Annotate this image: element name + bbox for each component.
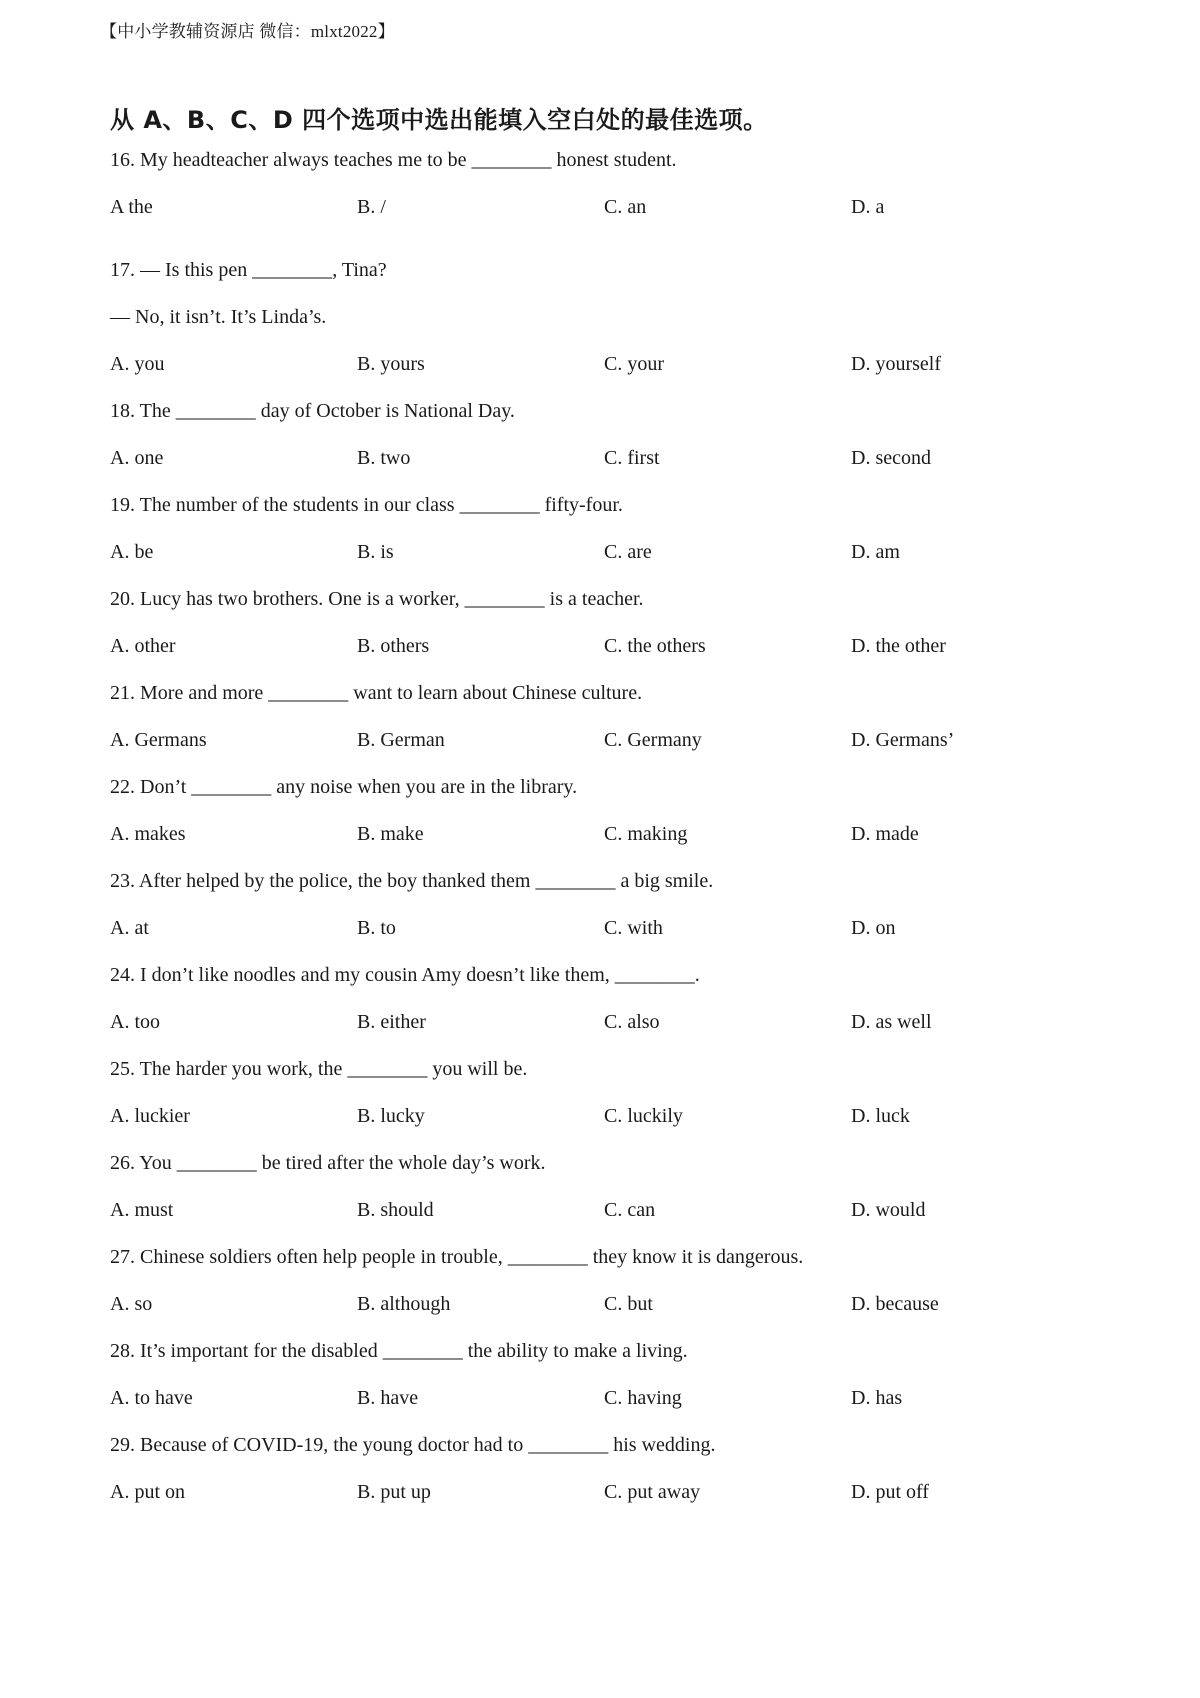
option-c: C. an [604, 196, 647, 218]
option-b: B. German [357, 729, 445, 751]
option-b: B. / [357, 196, 386, 218]
question-stem-reply: — No, it isn’t. It’s Linda’s. [110, 306, 327, 328]
option-row [110, 1479, 1110, 1505]
option-c: C. put away [604, 1481, 701, 1503]
option-d: D. because [851, 1293, 939, 1315]
option-d: D. as well [851, 1011, 932, 1033]
option-d: D. luck [851, 1105, 910, 1127]
section-title: 从 A、B、C、D 四个选项中选出能填入空白处的最佳选项。 [110, 106, 768, 134]
question-20 [110, 586, 1110, 659]
option-d: D. put off [851, 1481, 929, 1503]
option-d: D. has [851, 1387, 903, 1409]
question-21 [110, 680, 1110, 753]
option-d: D. a [851, 196, 885, 218]
option-c: C. Germany [604, 729, 702, 751]
option-c: C. can [604, 1199, 656, 1221]
option-a: A. too [110, 1011, 160, 1033]
option-b: B. yours [357, 353, 425, 375]
option-b: B. although [357, 1293, 451, 1315]
option-a: A. luckier [110, 1105, 190, 1127]
option-b: B. either [357, 1011, 426, 1033]
option-a: A. other [110, 635, 176, 657]
option-a: A. makes [110, 823, 186, 845]
question-stem: 28. It’s important for the disabled ________ the ability to make a living. [110, 1340, 688, 1362]
option-c: C. the others [604, 635, 706, 657]
question-stem: 18. The ________ day of October is National Day. [110, 400, 515, 422]
question-28 [110, 1338, 1110, 1411]
option-row [110, 1009, 1110, 1035]
question-stem: 22. Don’t ________ any noise when you are in the library. [110, 776, 578, 798]
question-24 [110, 962, 1110, 1035]
option-d: D. Germans’ [851, 729, 955, 751]
option-row [110, 1197, 1110, 1223]
option-a: A. you [110, 353, 165, 375]
question-stem: 16. My headteacher always teaches me to be ________ honest student. [110, 149, 677, 171]
option-b: B. have [357, 1387, 419, 1409]
question-stem: 20. Lucy has two brothers. One is a worker, ________ is a teacher. [110, 588, 644, 610]
question-27 [110, 1244, 1110, 1317]
option-c: C. are [604, 541, 652, 563]
question-stem: 21. More and more ________ want to learn about Chinese culture. [110, 682, 643, 704]
option-b: B. to [357, 917, 396, 939]
option-row [110, 633, 1110, 659]
option-c: C. with [604, 917, 663, 939]
option-c: C. also [604, 1011, 660, 1033]
option-d: D. am [851, 541, 900, 563]
option-c: C. luckily [604, 1105, 683, 1127]
option-a: A the [110, 196, 153, 218]
option-row [110, 727, 1110, 753]
question-25 [110, 1056, 1110, 1129]
question-22 [110, 774, 1110, 847]
question-stem: 25. The harder you work, the ________ you will be. [110, 1058, 528, 1080]
question-stem: 23. After helped by the police, the boy thanked them ________ a big smile. [110, 870, 714, 892]
question-18 [110, 398, 1110, 471]
option-c: C. first [604, 447, 660, 469]
option-b: B. put up [357, 1481, 431, 1503]
page-header: 【中小学教辅资源店 微信：mlxt2022】 [100, 22, 395, 41]
option-d: D. yourself [851, 353, 941, 375]
option-b: B. others [357, 635, 430, 657]
option-b: B. two [357, 447, 411, 469]
option-row [110, 445, 1110, 471]
question-16 [110, 147, 1110, 220]
option-row [110, 821, 1110, 847]
question-stem: 19. The number of the students in our class ________ fifty-four. [110, 494, 623, 516]
question-17 [110, 257, 1110, 377]
option-row [110, 1103, 1110, 1129]
option-row [110, 1291, 1110, 1317]
option-c: C. having [604, 1387, 682, 1409]
question-stem: 17. — Is this pen ________, Tina? [110, 259, 387, 281]
question-stem: 27. Chinese soldiers often help people in trouble, ________ they know it is dangerous. [110, 1246, 804, 1268]
option-row [110, 194, 1110, 220]
question-list [110, 147, 1110, 1505]
option-row [110, 1385, 1110, 1411]
option-b: B. make [357, 823, 424, 845]
option-a: A. must [110, 1199, 174, 1221]
question-stem: 26. You ________ be tired after the whole day’s work. [110, 1152, 546, 1174]
option-d: D. the other [851, 635, 946, 657]
question-19 [110, 492, 1110, 565]
option-row [110, 351, 1110, 377]
option-b: B. is [357, 541, 394, 563]
option-a: A. to have [110, 1387, 193, 1409]
option-a: A. so [110, 1293, 153, 1315]
option-d: D. second [851, 447, 931, 469]
option-c: C. but [604, 1293, 653, 1315]
option-b: B. should [357, 1199, 434, 1221]
option-d: D. would [851, 1199, 926, 1221]
question-23 [110, 868, 1110, 941]
question-stem: 24. I don’t like noodles and my cousin Amy doesn’t like them, ________. [110, 964, 700, 986]
option-a: A. Germans [110, 729, 207, 751]
option-b: B. lucky [357, 1105, 425, 1127]
option-d: D. on [851, 917, 896, 939]
option-row [110, 539, 1110, 565]
option-a: A. be [110, 541, 154, 563]
option-a: A. put on [110, 1481, 185, 1503]
option-row [110, 915, 1110, 941]
option-c: C. your [604, 353, 664, 375]
question-26 [110, 1150, 1110, 1223]
option-d: D. made [851, 823, 919, 845]
question-29 [110, 1432, 1110, 1505]
option-c: C. making [604, 823, 688, 845]
option-a: A. one [110, 447, 164, 469]
option-a: A. at [110, 917, 149, 939]
question-stem: 29. Because of COVID-19, the young doctor had to ________ his wedding. [110, 1434, 716, 1456]
